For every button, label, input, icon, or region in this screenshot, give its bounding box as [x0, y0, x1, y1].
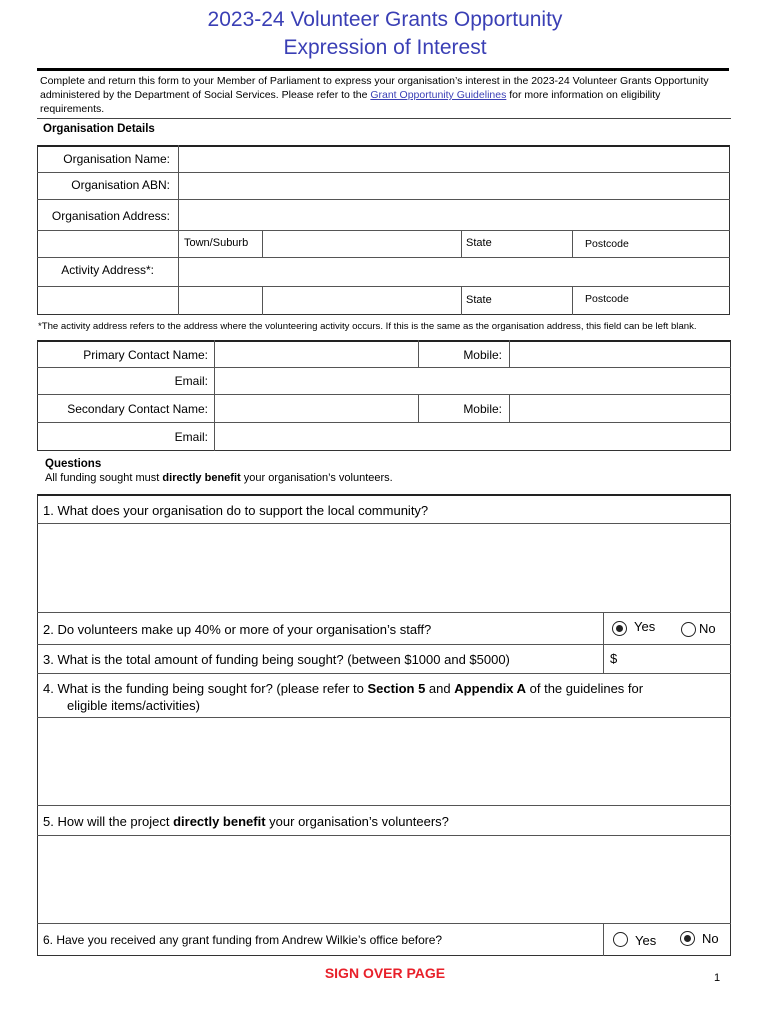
- title-line-2: Expression of Interest: [283, 36, 487, 59]
- questions-subheading: All funding sought must directly benefit your organisation’s volunteers.: [45, 472, 393, 484]
- secondary-email-field[interactable]: [216, 424, 729, 450]
- question-3-currency: $: [610, 651, 618, 666]
- sign-over-page-notice: SIGN OVER PAGE: [324, 965, 446, 981]
- state-label: State: [466, 237, 492, 249]
- primary-mobile-label: Mobile:: [463, 348, 502, 362]
- organisation-name-label: Organisation Name:: [63, 152, 170, 166]
- question-4-answer[interactable]: [39, 719, 729, 804]
- primary-contact-field[interactable]: [216, 343, 416, 366]
- secondary-mobile-field[interactable]: [511, 396, 729, 421]
- activity-postcode-label: Postcode: [585, 293, 629, 305]
- secondary-contact-field[interactable]: [216, 396, 416, 421]
- question-6-yes-radio[interactable]: [613, 932, 628, 947]
- activity-address-field[interactable]: [180, 259, 728, 285]
- question-2-no-radio[interactable]: [681, 622, 696, 637]
- question-6-no-label: No: [702, 931, 719, 946]
- town-suburb-field[interactable]: [264, 232, 460, 256]
- organisation-details-heading: Organisation Details: [43, 123, 155, 135]
- question-2-yes-label: Yes: [634, 619, 656, 634]
- intro-divider: [37, 118, 731, 119]
- postcode-label: Postcode: [585, 238, 629, 250]
- organisation-abn-field[interactable]: [180, 174, 728, 198]
- activity-state-label: State: [466, 294, 492, 306]
- activity-address-label: Activity Address*:: [61, 263, 154, 277]
- organisation-name-field[interactable]: [180, 147, 728, 171]
- question-6-no-radio[interactable]: [680, 931, 695, 946]
- question-3-answer[interactable]: [622, 646, 729, 672]
- question-6-yes-label: Yes: [635, 933, 657, 948]
- page-number: 1: [714, 972, 721, 984]
- primary-contact-label: Primary Contact Name:: [83, 348, 208, 362]
- question-1: 1. What does your organisation do to support the local community?: [43, 503, 429, 518]
- organisation-address-label: Organisation Address:: [51, 209, 170, 223]
- questions-heading: Questions: [45, 458, 102, 470]
- secondary-contact-label: Secondary Contact Name:: [67, 402, 208, 416]
- question-3: 3. What is the total amount of funding being sought? (between $1000 and $5000): [43, 652, 510, 667]
- question-4: 4. What is the funding being sought for? (please refer to Section 5 and Appendix A of the guidelines for eligible items/activities): [43, 681, 644, 713]
- question-2: 2. Do volunteers make up 40% or more of your organisation’s staff?: [43, 622, 432, 637]
- question-5: 5. How will the project directly benefit your organisation’s volunteers?: [43, 814, 449, 829]
- guidelines-link[interactable]: Grant Opportunity Guidelines: [370, 89, 507, 101]
- postcode-field[interactable]: [640, 232, 728, 256]
- question-2-no-label: No: [699, 621, 716, 636]
- primary-email-label: Email:: [174, 374, 208, 388]
- question-2-yes-radio[interactable]: [612, 621, 627, 636]
- activity-address-footnote: *The activity address refers to the address where the volunteering activity occurs. If this is the same as the organisation address, this field can be left blank.: [38, 321, 697, 332]
- intro-text: Complete and return this form to your Member of Parliament to express your organisation’s interest in the 2023-24 Volunteer Grants Opportunity administered by the Department of Social Services. Please refer to the Grant Opportunity Guidelines for more information on eligibility requirements.: [40, 75, 709, 115]
- state-field[interactable]: [500, 232, 570, 256]
- town-suburb-label: Town/Suburb: [184, 237, 249, 249]
- primary-mobile-field[interactable]: [511, 343, 729, 366]
- secondary-mobile-label: Mobile:: [463, 402, 502, 416]
- organisation-address-field[interactable]: [180, 201, 728, 229]
- question-6: 6. Have you received any grant funding from Andrew Wilkie’s office before?: [43, 933, 443, 947]
- secondary-email-label: Email:: [174, 430, 208, 444]
- question-5-answer[interactable]: [39, 837, 729, 922]
- question-1-answer[interactable]: [39, 525, 729, 611]
- form-title: [0, 6, 770, 62]
- title-line-1: 2023-24 Volunteer Grants Opportunity: [207, 8, 563, 31]
- organisation-abn-label: Organisation ABN:: [71, 178, 170, 192]
- title-divider: [37, 68, 729, 71]
- primary-email-field[interactable]: [216, 369, 729, 393]
